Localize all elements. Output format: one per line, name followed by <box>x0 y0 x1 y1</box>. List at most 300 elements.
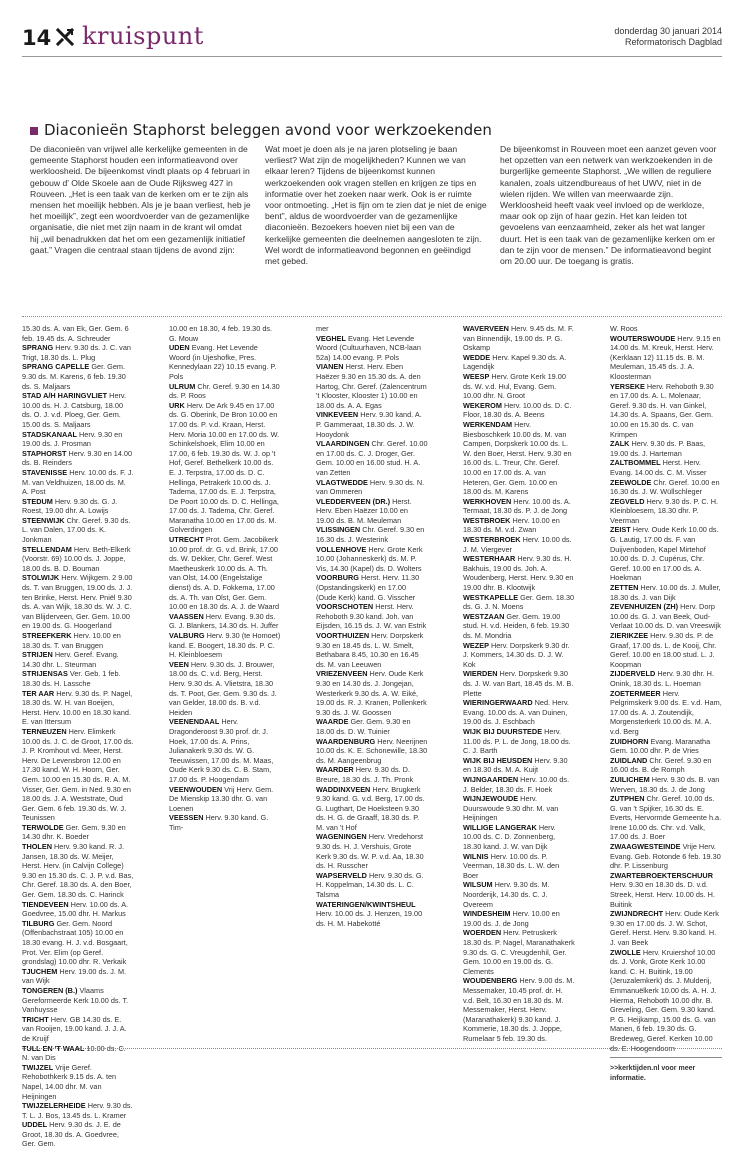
listing-text: Herv. Dorpskerk 9.30 ds. J. W. van Bart, 18.45 ds. M. B. Plette <box>463 669 574 698</box>
listing-text: Herv. 9.30 kand. A. P. Gammeraat, 18.30 ds. J. W. Hooydonk <box>316 410 422 439</box>
listing-entry <box>463 372 575 401</box>
listing-entry <box>610 439 722 458</box>
listing-entry <box>463 420 575 497</box>
listing-text: Herv. 9.30 ds. G. J. Roest, 19.00 dhr. A. Lowijs <box>22 496 118 516</box>
listing-place: TIENDEVEEN <box>22 899 69 909</box>
listing-place: TJUCHEM <box>22 966 58 976</box>
listing-text: Herv. 10.00 ds. F. J. M. van Veldhuizen, 18.00 ds. M. A. Post <box>22 467 134 497</box>
listing-place: WILSUM <box>463 880 493 890</box>
listing-text: Herv. 10.00 ds. A. Termaat, 18.30 ds. P. J. de Jong <box>463 496 571 516</box>
listing-text: Herv. De Ark 9.45 en 17.00 ds. G. Oberink, De Bron 10.00 en 17.00 ds. P. v.d. Kraan, Herst. Herv. Moria 10.00 en 17.00 ds. W. Schinkelshoek, Elim 10.00 en 17.00, 6 feb. 19.30 ds. W. J. op 't Hof, Geref. Bethelkerk 10.00 ds. E. J. Terpstra, 17.00 ds. D. C. Hellinga, Petrakerk 10.00 ds. J. Tadema, 17.00 ds. E. J. Terpstra, De Poort 10.00 ds. D. C. Hellinga, 17.00 ds. J. Tadema, Chr. Geref. Maranatha 10.00 en 17.00 ds. M. Golverdingen <box>169 400 280 535</box>
listing-entry <box>316 478 428 497</box>
listing-text: Herst. Herv. Rehoboth 9.30 kand. Joh. van Eijsden, 16.15 ds. J. W. van Estrik <box>316 602 427 631</box>
listing-text: Evang. Maranatha Gem. 10.00 dhr. P. de Vries <box>610 736 711 756</box>
listing-text: Herv. Grote Kerk 19.00 ds. W. v.d. Hul, Evang. Gem. 10.00 dhr. N. Groot <box>463 371 566 401</box>
listing-place: STEDUM <box>22 496 53 506</box>
listing-place: WAGENINGEN <box>316 832 367 842</box>
listing-entry <box>610 458 722 477</box>
listing-text: Herv. Evang. 9.30 ds. G. J. Blankers, 14.30 ds. H. Juffer <box>169 611 279 631</box>
listing-entry <box>22 449 134 468</box>
listing-entry <box>22 1015 134 1044</box>
listing-place: ZOETERMEER <box>610 688 661 698</box>
listing-text: Ver. Geb. 1 feb. 18.30 ds. H. Lassche <box>22 669 121 688</box>
article-paragraph: De diaconieën van vrijwel alle kerkelijke gemeenten in de gemeente Staphorst houden een informatieavond over werkloosheid. De bijeenkomst vindt plaats op 4 februari in gebouw d' Olde Skoele aan de Oude Rijksweg 427 in Rouveen. „Het is een taak van de kerken om er te zijn als mensen het moeilijk hebben. Als je je baan verliest, heb je het moeilijk”, zegt een woordvoerder van de gezamenlijke organisatie, die niet met zijn naam in de krant wil omdat hij „wil benadrukken dat het om een gezamenlijk initiatief gaat.” Vragen die centraal staan tijdens de avond zijn: <box>30 144 251 255</box>
listing-place: WEKEROM <box>463 400 502 410</box>
listing-place: STOLWIJK <box>22 573 60 583</box>
listing-text: Herv. Neerijnen 10.00 ds. K. E. Schonewille, 18.30 ds. M. Aangeenbrug <box>316 736 428 765</box>
listing-text: Chr. Geref. 9.30 en 16.30 ds. J. Westerink <box>316 525 425 545</box>
listing-place: VLAARDINGEN <box>316 439 370 449</box>
listing-place: STAPHORST <box>22 448 67 458</box>
listing-entry <box>463 823 575 852</box>
listing-text: Herv. Dorpskerk 9.30 en 18.45 ds. L. W. Smelt, Bethabara 8.45, 10.30 en 16.45 ds. M. van Leeuwen <box>316 631 424 669</box>
listing-text: Ger. Gem. Noord (Offenbachstraat 105) 10.00 en 18.30 evang. H. J. v.d. Bosgaart, Prot. Ver. Elim (op Geref. grondslag) 10.00 dhr. R. Verkaik <box>22 918 128 967</box>
listing-entry <box>610 631 722 669</box>
listing-entry <box>169 785 281 814</box>
publication-name: Reformatorisch Dagblad <box>624 37 722 47</box>
listing-entry <box>316 765 428 784</box>
listing-text: Herv. 9.30 en 14.00 ds. B. Reinders <box>22 448 133 468</box>
listing-place: WIERINGERWAARD <box>463 698 533 708</box>
listing-entry <box>316 525 428 544</box>
listing-place: WERKENDAM <box>463 419 513 429</box>
listing-entry <box>22 391 134 429</box>
listing-text: Herv. Oude Kerk 9.30 en 14.30 ds. J. Jongejan, Westerkerk 9.30 ds. A. W. Eiké, 19.00 ds. R. J. Kranen, Pollenkerk 9.30 ds. J. W. Goossen <box>316 669 427 717</box>
listing-text: Herv. Elimkerk 10.00 ds. J. C. de Groot, 17.00 ds. J. P. Kromhout vd. Meer, Herst. Herv. De Levensbron 12.00 en 17.30 kand. W. H. Hoorn, Ger. Gem. 10.00 en 15.30 ds. R. A. M. Visser, Ger. Gem. in Ned. 9.30 en 18.00 ds. J. A. Weststrate, Oud Ger. Gem. 6 feb. 19.30 ds. W. J. Teunissen <box>22 726 134 823</box>
listing-column-1 <box>22 324 134 1149</box>
listing-entry <box>22 573 134 631</box>
listing-text: Herv. 9.30 ds. P. de Graaf, 17.00 ds. L. de Kooij, Chr. Geref. 10.00 en 18.00 stud. L. J. Koopman <box>610 631 717 669</box>
listing-entry <box>316 324 428 334</box>
listing-text: Herv. 9.30 ds. G. H. Koppelman, 14.30 ds. L. C. Talsma <box>316 870 424 900</box>
listing-text: Chr. Geref. 9.30 en 14.30 ds. P. Roos <box>169 381 280 401</box>
listing-place: ZWAAGWESTEINDE <box>610 842 681 852</box>
listing-entry <box>610 602 722 631</box>
listing-entry <box>22 967 134 986</box>
listing-entry <box>22 650 134 669</box>
article-column-1 <box>30 144 252 267</box>
listing-text: Chr. Geref. 10.00 en 17.00 ds. C. J. Droger, Ger. Gem. 10.00 en 16.00 stud. H. A. van Zetten <box>316 439 428 477</box>
listing-column-3 <box>316 324 428 1044</box>
listing-place: STAVENISSE <box>22 467 68 477</box>
listing-place: VOORSCHOTEN <box>316 602 374 612</box>
listing-place: WAARDE <box>316 717 349 727</box>
listing-place: TILBURG <box>22 918 55 928</box>
listing-entry <box>463 669 575 698</box>
listing-entry <box>610 871 722 909</box>
listing-place: WIJNJEWOUDE <box>463 794 519 804</box>
listing-place: VEESSEN <box>169 813 204 823</box>
listing-entry <box>316 669 428 717</box>
listing-text: Herv. Brugkerk 9.30 kand. G. v.d. Berg, 17.00 ds. G. Lugthart, De Hoeksteen 9.30 ds. H. G. de Graaff, 18.30 ds. P. M. van 't Hof <box>316 784 425 832</box>
listing-entry <box>316 871 428 900</box>
listing-text: Herv. 10.00 ds. D. C. Floor, 18.30 ds. A. Beens <box>463 400 572 420</box>
listing-entry <box>610 842 722 871</box>
listing-place: VLISSINGEN <box>316 525 361 535</box>
listing-text: Vrije Herv. Evang. Geb. Rotonde 6 feb. 19.30 dhr. P. Lissenburg <box>610 842 721 871</box>
listing-entry <box>463 928 575 976</box>
listing-text: Herv. Geref. Evang. 14.30 dhr. L. Steurman <box>22 650 119 669</box>
listing-entry <box>22 727 134 823</box>
listing-place: ZEVENHUIZEN (ZH) <box>610 602 679 612</box>
listing-text: Herv. 10.00 en 19.00 ds. J. de Jong <box>463 909 560 928</box>
listing-text: Herv. 10.00 ds. J. Belder, 18.30 ds. F. Hoek <box>463 774 570 794</box>
listing-entry <box>463 756 575 775</box>
listing-place: VALBURG <box>169 631 205 640</box>
listing-entry <box>22 669 134 688</box>
listing-entry <box>463 535 575 554</box>
listing-entry <box>22 631 134 650</box>
listing-text: Chr. Geref. 10.00 ds. G. van 't Spijker, 16.30 ds. E. Everts, Hervormde Gemeente h.a. Irene 10.00 ds. Chr. v.d. Valk, 17.00 ds. J. Boer <box>610 794 722 842</box>
listing-text: Herv. 11.00 ds. P. L. de Jong, 18.00 ds. C. J. Barth <box>463 726 571 756</box>
headline-text: Diaconieën Staphorst beleggen avond voor werkzoekenden <box>44 121 492 139</box>
listing-place: TULL EN 'T WAAL <box>22 1043 85 1053</box>
listing-text: Herv. 9.30 ds. H. Bakhuis, 19.00 ds. Joh. A. Woudenberg, Herst. Herv. 9.30 en 19.00 dhr. B. Klootwijk <box>463 554 574 593</box>
listing-text: Herv. 9.30 ds. J. Brouwer, 18.00 ds. C. v.d. Berg, Herst. Herv. 9.30 ds. A. Vlietstra, 18.30 ds. T. Poot, Ger. Gem. 9.30 ds. J. van Gelder, 18.00 ds. B. v.d. Heiden <box>169 659 277 717</box>
listing-place: VAASSEN <box>169 611 204 621</box>
listing-entry <box>22 900 134 919</box>
section-title: kruispunt <box>82 22 204 50</box>
listing-place: TONGEREN (B.) <box>22 985 78 995</box>
listing-text: Ger. Gem. 9.30 en 14.30 dhr. K. Boeder <box>22 822 126 842</box>
listing-entry <box>610 775 722 794</box>
listing-place: YERSEKE <box>610 381 645 391</box>
listing-entry <box>316 573 428 602</box>
listing-text: Chr. Geref. 9.30 ds. L. van Dalen, 17.00 ds. K. Jonkman <box>22 515 131 545</box>
listing-text: Herv. 10.00 ds. J. M. Viergever <box>463 535 572 554</box>
listing-entry <box>22 324 134 343</box>
listing-entry <box>610 583 722 602</box>
listing-place: WILNIS <box>463 851 489 861</box>
listing-place: STEENWIJK <box>22 515 65 525</box>
listing-entry <box>22 842 134 900</box>
listing-entry <box>463 324 575 353</box>
listing-place: TER AAR <box>22 688 55 698</box>
listing-text: Herv. 9.30 ds. D. Breure, 18.30 ds. J. Th. Pronk <box>316 765 414 784</box>
listing-place: WIJNGAARDEN <box>463 774 519 784</box>
listing-text: Herv. Duurswoude 9.30 dhr. M. van Heijningen <box>463 794 559 823</box>
listing-entry <box>316 900 428 929</box>
listing-text: Herv. 9.45 ds. M. F. van Binnendijk, 19.00 ds. P. G. Oskamp <box>463 324 574 353</box>
listing-place: TERWOLDE <box>22 822 64 832</box>
listing-text: Evang. Het Levende Woord (in Ujeshofke, Pres. Kennedylaan 22) 10.15 evang. P. Pols <box>169 343 277 381</box>
listing-entry <box>316 334 428 363</box>
listing-text: Herv. 9.15 en 14.00 ds. M. Kreuk, Herst. Herv. (Kerklaan 12) 11.15 ds. B. M. Meuleman, 15.45 ds. J. A. Kloosterman <box>610 333 721 381</box>
listing-place: WATERINGEN/KWINTSHEUL <box>316 899 416 909</box>
listing-entry <box>22 430 134 449</box>
listing-text: Herst. Herv. Evang. 14.00 ds. C. M. Visser <box>610 458 707 477</box>
listing-place: VLAGTWEDDE <box>316 477 368 487</box>
listing-entry <box>463 401 575 420</box>
listing-place: STRIJEN <box>22 650 53 660</box>
listing-text: Vrij Herv. Gem. De Mienskip 13.30 dhr. G. van Loenen <box>169 784 274 813</box>
listing-place: VRIEZENVEEN <box>316 669 368 679</box>
listing-place: VIANEN <box>316 362 344 372</box>
listing-entry <box>610 497 722 526</box>
listing-entry <box>463 775 575 794</box>
listing-place: SPRANG <box>22 343 54 353</box>
listing-text: Herv. 9.30 ds. P. Baas, 19.00 ds. J. Harteman <box>610 439 706 458</box>
listing-text: Prot. Gem. Jacobikerk 10.00 prof. dr. G. v.d. Brink, 17.00 ds. W. Dekker, Chr. Geref. West Maetheuskerk 10.00 ds. A. Th. van Olst, 14.00 (Engelstalige dienst) ds. A. D. Fokkema, 17.00 ds. A. Th. van Olst, Ger. Gem. 10.00 en 18.30 ds. A. J. de Waard <box>169 535 280 612</box>
listing-text: Herv. 9.00 ds. M. Messemaker, 10.45 prof. dr. H. v.d. Belt, 16.30 en 18.30 ds. M. Messemaker, Herst. Herv. (Maranathakerk) 9.30 kand. J. Kommerie, 18.30 ds. J. Joppe, Rumelaar 5 feb. 19.30 ds. <box>463 976 575 1043</box>
listing-entry <box>169 631 281 660</box>
listing-entry <box>22 545 134 574</box>
listing-entry <box>463 612 575 641</box>
listing-text: Herv. 9.30 ds. P. Nagel, 18.30 ds. W. H. van Boeijen, Herst. Herv. 10.00 en 18.30 kand. E. van Ittersum <box>22 688 133 727</box>
listing-entry <box>610 324 722 334</box>
listing-entry <box>316 410 428 439</box>
article-column-2 <box>265 144 487 267</box>
listing-text: Herst. Herv. Eben Haëzer 10.00 en 19.00 ds. B. M. Meuleman <box>316 496 412 525</box>
article-body <box>30 144 722 267</box>
listing-place: ZUILICHEM <box>610 774 650 784</box>
listing-entry <box>610 737 722 756</box>
listing-text: Chr. Geref. 9.30 en 16.00 ds. B. de Romph <box>610 755 712 775</box>
listing-text: Herv. 9.30 en 18.30 ds. D. v.d. Streek, Herst. Herv. 10.00 ds. H. Buitink <box>610 880 715 909</box>
listing-entry <box>316 631 428 669</box>
listing-place: VOORBURG <box>316 573 359 583</box>
listing-entry <box>169 612 281 631</box>
listing-entry <box>610 382 722 440</box>
headline-marker <box>30 127 38 135</box>
listing-place: ZALTBOMMEL <box>610 458 661 468</box>
listing-place: TWIJZEL <box>22 1062 54 1072</box>
listing-entry <box>22 362 134 391</box>
listing-text: Herv. 10.00 ds. J. Muller, 18.30 ds. J. van Dijk <box>610 583 721 602</box>
listing-text: Ger. Gem. 19.00 stud. H. v.d. Heiden, 6 feb. 19.30 ds. M. Mondria <box>463 611 570 640</box>
listing-entry <box>463 641 575 670</box>
listing-place: TRICHT <box>22 1014 49 1024</box>
listing-entry <box>610 478 722 497</box>
listing-text: Herv. 9.30 ds. J. C. van Trigt, 18.30 ds. L. Plug <box>22 343 131 362</box>
listing-text: W. Roos <box>610 324 638 333</box>
listing-entry <box>610 756 722 775</box>
listing-place: WESTKAPELLE <box>463 592 519 602</box>
listing-text: Herv. Vredehorst 9.30 ds. H. J. Vershuis, Grote Kerk 9.30 ds. W. P. v.d. Aa, 18.30 ds. H. Russcher <box>316 832 424 871</box>
listing-text: 10.00 ds. C. N. van Dis <box>22 1043 126 1063</box>
listing-text: Herv. Oude Kerk 10.00 ds. G. Lautig, 17.00 ds. F. van Duijvenboden, Kapel Mirtehof 10.00 ds. D. J. Cupérus, Chr. Geref. 10.00 en 17.00 ds. A. Hoekman <box>610 525 719 583</box>
listing-place: ZETTEN <box>610 583 639 593</box>
listing-text: Herv. 9.30 en 19.00 ds. J. Prosman <box>22 429 123 449</box>
listing-entry <box>169 717 281 784</box>
listing-place: WAARDER <box>316 765 354 775</box>
listing-entry <box>316 497 428 526</box>
listing-entry <box>610 669 722 688</box>
listing-place: ZEGVELD <box>610 496 645 506</box>
header-rule <box>22 56 722 57</box>
listing-place: VOORTHUIZEN <box>316 631 370 640</box>
listing-text: Evang. Het Levende Woord (Cultuurhaven, NCB-laan 52a) 14.00 evang. P. Pols <box>316 333 421 362</box>
listing-place: WESTZAAN <box>463 611 505 621</box>
listing-text: Herv. Dragonderoost 9.30 prof. dr. J. Hoek, 17.00 ds. A. Prins, Julianakerk 9.30 ds. W. G. Teeuwissen, 17.00 ds. M. Maas, Oude Kerk 9.30 ds. C. B. Stam, 17.00 ds. P. Hoogendam <box>169 717 274 784</box>
listing-place: STAD A/H HARINGVLIET <box>22 391 108 401</box>
listing-place: VEEN <box>169 659 189 669</box>
listing-entry <box>169 660 281 718</box>
listing-column-4 <box>463 324 575 1044</box>
listing-text: Herv. 10.00 ds. A. Goedvree, 15.00 dhr. H. Markus <box>22 899 129 919</box>
listing-place: ZUIDHORN <box>610 736 649 746</box>
listing-place: WERKHOVEN <box>463 496 512 506</box>
listing-text: 15.30 ds. A. van Ek, Ger. Gem. 6 feb. 19.45 ds. A. Schreuder <box>22 324 129 343</box>
listing-text: Herv. 9.30 ds. B. van Werven, 18.30 ds. J. de Jong <box>610 774 720 794</box>
more-info-link[interactable]: >>kerktijden.nl voor meer informatie. <box>610 1065 696 1082</box>
listing-entry <box>169 324 281 343</box>
listing-entry <box>169 382 281 401</box>
listing-text: Herv. Biesboschkerk 10.00 ds. M. van Campen, Dorpskerk 10.00 ds. L. W. den Boer, Herst. Herv. 9.30 en 16.00 ds. L. Treur, Chr. Geref. 10.00 en 17.00 ds. A. van Heteren, Ger. Gem. 10.00 en 18.00 ds. M. Karens <box>463 419 572 497</box>
listing-place: ZIERIKZEE <box>610 631 649 640</box>
listing-entry <box>316 785 428 833</box>
masthead <box>22 18 722 52</box>
listing-place: WEESP <box>463 371 490 381</box>
listing-text: Herv. Pelgrimskerk 9.00 ds. E. v.d. Ham, 17.00 ds. A. J. Zoutendijk, Morgensterkerk 10.00 ds. M. A. v.d. Berg <box>610 688 722 736</box>
listing-place: WIJK BIJ DUURSTEDE <box>463 726 543 736</box>
listing-entry <box>22 823 134 842</box>
listing-text: Herv. Kruiershof 10.00 ds. J. Vonk, Grote Kerk 10.00 kand. C. H. Buitink, 19.00 (Jeruzalemkerk) ds. J. Mulderij, Emmanuëlkerk 10.00 ds. A. H. J. Hierma, Rehoboth 10.00 dhr. B. Greveling, Ger. Gem. 9.30 kand. P. G. Heijkamp, 15.00 ds. G. van Manen, 6 feb. 19.30 ds. G. Bredeweg, Geref. Kerken 10.00 ds. E. Hoogendoorn <box>610 947 717 1053</box>
listing-text: Herv. 9.30 (te Homoet) kand. E. Boogert, 18.30 ds. P. C. H. Kleinbloesem <box>169 631 281 660</box>
listing-place: STREEFKERK <box>22 631 72 640</box>
listing-place: VLEDDERVEEN (DR.) <box>316 496 391 506</box>
listing-text: Ned. Herv. Evang. 10.00 ds. A. van Duinen, 19.00 ds. J. Eschbach <box>463 698 569 727</box>
listing-place: STRIJENSAS <box>22 669 68 679</box>
listing-text: 10.00 en 18.30, 4 feb. 19.30 ds. G. Mouw <box>169 324 273 343</box>
listing-place: ZWIJNDRECHT <box>610 909 664 919</box>
listing-entry <box>463 593 575 612</box>
listing-text: Herv. 10.00 ds. C. D. Zonnenberg, 18.30 kand. J. W. van Dijk <box>463 822 556 852</box>
listing-text: Herv. 10.00 ds. P. Veerman, 18.30 ds. L. W. den Boer <box>463 851 560 880</box>
listing-text: Ger. Gem. 9.30 en 18.00 ds. D. W. Tuinier <box>316 717 411 736</box>
listing-text: Herv. Rehoboth 9.30 en 17.00 ds. A. L. Molenaar, Geref. 9.30 ds. H. van Ginkel, 14.30 ds. A. Spaans, Ger. Gem. 10.00 en 15.30 ds. C. van Krimpen <box>610 381 714 439</box>
listing-place: WEZEP <box>463 640 489 650</box>
listing-text: Herv. Wijkgem. 2 9.00 ds. T. van Bruggen, 19.00 ds. J. J. ten Brinke, Herst. Herv. Pniël 9.30 ds. A. van Wijk, 18.30 ds. W. J. C. van Blijderveen, Ger. Gem. 10.00 en 19.00 ds. G. Hoogerland <box>22 573 133 631</box>
listing-entry <box>316 362 428 410</box>
listing-entry <box>463 698 575 727</box>
listing-text: Vlaams Gereformeerde Kerk 10.00 ds. T. Vanhuysse <box>22 985 129 1015</box>
listing-entry <box>22 986 134 1015</box>
listing-entry <box>463 794 575 823</box>
article-headline <box>30 121 492 139</box>
listing-entry <box>610 334 722 382</box>
listing-entry <box>22 468 134 497</box>
listing-entry <box>463 353 575 372</box>
listing-entry <box>316 439 428 477</box>
listing-place: STELLENDAM <box>22 544 72 554</box>
listing-place: ZIJDERVELD <box>610 669 656 679</box>
listing-text: Herv. GB 14.30 ds. E. van Rooijen, 19.00 kand. J. J. A. de Kruijf <box>22 1014 127 1043</box>
listing-place: VEGHEL <box>316 333 347 343</box>
listing-entry <box>463 497 575 516</box>
listing-text: Ger. Gem. 9.30 ds. M. Karens, 6 feb. 19.30 ds. S. Maljaars <box>22 362 126 391</box>
listing-entry <box>463 727 575 756</box>
listing-place: UDDEL <box>22 1120 48 1130</box>
listing-text: Herst. Herv. 11.30 (Opstandingskerk) en 17.00 (Oude Kerk) kand. G. Visscher <box>316 573 420 602</box>
listing-place: WIERDEN <box>463 669 498 679</box>
listing-column-2 <box>169 324 281 1044</box>
listing-entry <box>22 1063 134 1101</box>
listing-entry <box>610 948 722 1054</box>
listing-place: ZEIST <box>610 525 631 535</box>
listing-entry <box>610 909 722 947</box>
listing-place: STADSKANAAL <box>22 429 77 439</box>
listing-entry <box>610 794 722 842</box>
listing-entry <box>22 919 134 967</box>
listing-text: Herv. Oude Kerk 9.30 en 17.00 ds. J. W. Schot, Geref. Herst. Herv. 9.30 kand. H. J. van Beek <box>610 909 719 947</box>
article-paragraph: De bijeenkomst in Rouveen moet een aanzet geven voor het opzetten van een netwerk van werkzoekenden in de burgerlijke gemeente Staphorst. „We willen de reguliere kanalen, zoals uitzendbureaus of het UWV, niet in de wielen rijden. We willen van meerwaarde zijn. Werkloosheid heeft vaak veel invloed op de werkloze, maar ook op zijn of haar gezin. Het kan leiden tot gevoelens van eenzaamheid, zeker als het wat langer duurt. Het is een taak van de gezamenlijke kerken om er dan te zijn voor de mensen.” De informatieavond begint om 20.00 uur. De toegang is gratis. <box>500 144 717 267</box>
listing-column-5 <box>610 324 722 1082</box>
listing-entry <box>22 1120 134 1149</box>
listing-entry <box>169 813 281 832</box>
listing-text: Herv. Beth-Elkerk (Voorstr. 69) 10.00 ds. J. Joppe, 18.00 ds. B. D. Bouman <box>22 544 131 573</box>
listing-entry <box>22 1101 134 1120</box>
listing-text: Herv. Dorp 10.00 ds. G. J. van Beek, Oud-Verlaat 10.00 ds. D. van Vreeswijk <box>610 602 721 631</box>
listing-place: WESTERHAAR <box>463 554 516 564</box>
listing-entry <box>463 554 575 592</box>
issue-date: donderdag 30 januari 2014 <box>614 26 722 36</box>
listing-text: Herv. 10.00 ds. J. Henzen, 19.00 ds. H. M. Habekotté <box>316 909 423 928</box>
listing-place: WESTBROEK <box>463 515 511 525</box>
listing-place: UTRECHT <box>169 535 204 545</box>
listing-entry <box>610 689 722 737</box>
listing-entry <box>463 852 575 881</box>
article-paragraph: Wat moet je doen als je na jaren plotseling je baan verliest? Wat zijn de mogelijkheden? Kunnen we van elkaar leren? Tijdens de bijeenkomst kunnen werkzoekenden ook vragen stellen en krijgen ze tips en informatie over het zoeken naar werk. Ook is er ruimte voor ontmoeting. „Het is fijn om te zien dat je niet de enige bent”, aldus de woordvoerder van de gezamenlijke diaconieën. Bezoekers hoeven niet bij een van de kerkelijke gemeenten die deelnemen aangesloten te zijn. Wel wordt de informatieavond begonnen en geëindigd met gebed. <box>265 144 487 267</box>
article-column-3 <box>500 144 722 267</box>
listing-text: Vrije Geref. Rehobothkerk 9.15 ds. A. ten Napel, 14.00 dhr. M. van Heijningen <box>22 1062 117 1101</box>
listing-text: Herv. 10.00 en 18.30 ds. M. v.d. Zwan <box>463 515 560 535</box>
listing-entry <box>316 545 428 574</box>
listing-place: ZWARTEBROEKTERSCHUUR <box>610 870 713 880</box>
listing-entry <box>610 525 722 583</box>
listing-end-rule <box>610 1057 722 1058</box>
listing-text: Herv. 9.30 dhr. H. Onink, 18.30 ds. L. Hoeman <box>610 669 714 688</box>
listing-text: Herv. 9.30 ds. N. van Ommeren <box>316 477 425 497</box>
listing-place: WADDINXVEEN <box>316 784 371 794</box>
listing-place: ZUTPHEN <box>610 794 645 804</box>
listing-text: Herv. 9.30 ds. P. C. H. Kleinbloesem, 18.30 dhr. P. Veerman <box>610 496 719 525</box>
listing-entry <box>22 497 134 516</box>
listing-place: ZEEWOLDE <box>610 477 652 487</box>
listing-text: Herv. 10.00 en 18.30 ds. T. van Bruggen <box>22 631 121 650</box>
listing-text: Herv. 9.30 ds. T. L. J. Bos, 13.45 ds. L. Kramer <box>22 1101 133 1120</box>
listing-place: WAARDENBURG <box>316 736 376 746</box>
listing-place: VEENENDAAL <box>169 717 220 727</box>
listing-entry <box>169 535 281 612</box>
listing-entry <box>22 343 134 362</box>
listing-text: mer <box>316 324 329 333</box>
listing-place: ZALK <box>610 439 630 449</box>
listing-text: Chr. Geref. 10.00 en 16.30 ds. J. W. Wüllschleger <box>610 477 720 497</box>
listing-text: Herv. 9.30 en 18.30 ds. M. A. Kuijt <box>463 755 568 775</box>
newspaper-page <box>22 18 722 1149</box>
listing-text: Ger. Gem. 18.30 ds. G. J. N. Moens <box>463 592 575 612</box>
listing-place: VOLLENHOVE <box>316 544 367 554</box>
listing-place: WOUDENBERG <box>463 976 518 986</box>
listing-place: ZWOLLE <box>610 947 641 957</box>
listing-entry <box>22 689 134 727</box>
listing-text: Herv. Petruskerk 18.30 ds. P. Nagel, Maranathakerk 9.30 ds. G. C. Vreugdenhil, Ger. Gem. 10.00 en 19.00 ds. G. Clements <box>463 928 575 976</box>
listing-place: WAVERVEEN <box>463 324 509 333</box>
listing-entry <box>463 516 575 535</box>
listing-text: Herv. 19.00 ds. J. M. van Wijk <box>22 966 127 986</box>
listing-text: Herv. 10.00 ds. H. J. Catsburg, 18.00 ds. O. J. v.d. Ploeg, Ger. Gem. 15.00 ds. S. Maljaars <box>22 391 127 429</box>
listing-place: WOUTERSWOUDE <box>610 333 676 343</box>
listing-place: TWIJZELERHEIDE <box>22 1101 86 1111</box>
listing-place: THOLEN <box>22 842 52 852</box>
listing-place: VEENWOUDEN <box>169 784 223 794</box>
bottom-rule <box>22 1048 722 1049</box>
listing-entry <box>316 602 428 631</box>
listing-place: WINDESHEIM <box>463 909 511 919</box>
listing-text: Herv. Dorpskerk 9.30 dr. J. Kommers, 14.30 ds. D. J. W. Kok <box>463 640 570 669</box>
listing-place: URK <box>169 400 185 410</box>
